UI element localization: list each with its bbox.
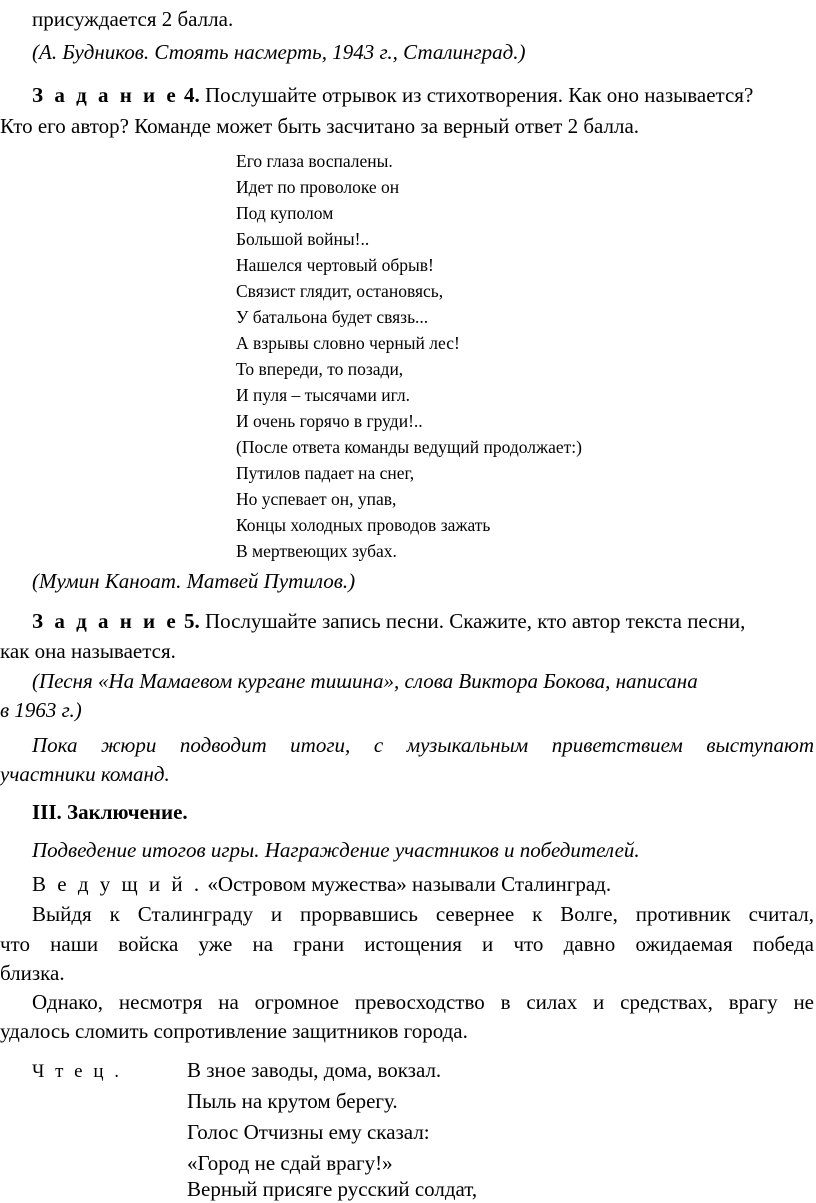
- paragraph-line: Однако, несмотря на огромное превосходство в силах и средствах, врагу не: [32, 990, 814, 1014]
- source-citation: (Мумин Каноат. Матвей Путилов.): [32, 569, 356, 593]
- poem-line: Пыль на крутом берегу.: [187, 1089, 398, 1113]
- poem-line: «Город не сдай врагу!»: [187, 1151, 393, 1175]
- source-citation: (Песня «На Мамаевом кургане тишина», слова Виктора Бокова, написана: [32, 669, 698, 693]
- paragraph-line: удалось сломить сопротивление защитников города.: [0, 1019, 468, 1043]
- paragraph-line: близка.: [0, 961, 65, 985]
- source-citation: (А. Будников. Стоять насмерть, 1943 г., Сталинград.): [32, 40, 526, 64]
- poem-line: Но успевает он, упав,: [236, 489, 397, 509]
- poem-line: Связист глядит, остановясь,: [236, 281, 444, 301]
- poem-line: Идет по проволоке он: [236, 177, 400, 197]
- poem-line: То впереди, то позади,: [236, 359, 404, 379]
- section-title: III. Заключение.: [32, 800, 188, 824]
- poem-line: А взрывы словно черный лес!: [236, 333, 460, 353]
- task-label: З а д а н и е: [32, 609, 179, 633]
- speaker-label: В е д у щ и й .: [32, 872, 203, 896]
- text-line: присуждается 2 балла.: [32, 7, 234, 31]
- poem-line: Верный присяге русский солдат,: [187, 1177, 478, 1201]
- speaker-text: «Островом мужества» называли Сталинград.: [207, 872, 612, 896]
- poem-line: Нашелся чертовый обрыв!: [236, 255, 434, 275]
- poem-line: В зное заводы, дома, вокзал.: [187, 1058, 442, 1082]
- paragraph-line: Выйдя к Сталинграду и прорвавшись севернее к Волге, противник считал,: [32, 902, 814, 926]
- task-5-line-2: как она называется.: [0, 639, 176, 663]
- host-line: [32, 872, 611, 896]
- paragraph-line: что наши войска уже на грани истощения и что давно ожидаемая победа: [0, 932, 814, 956]
- poem-line: Его глаза воспалены.: [236, 151, 393, 171]
- task-text: Послушайте запись песни. Скажите, кто автор текста песни,: [204, 609, 746, 633]
- poem-line: У батальона будет связь...: [236, 307, 429, 327]
- task-text: Послушайте отрывок из стихотворения. Как оно называется?: [204, 83, 754, 107]
- poem-line: И очень горячо в груди!..: [236, 411, 423, 431]
- source-citation-2: в 1963 г.): [0, 698, 82, 722]
- task-label: З а д а н и е: [32, 83, 179, 107]
- task-5-line: [32, 609, 745, 633]
- poem-line: Голос Отчизны ему сказал:: [187, 1120, 430, 1144]
- poem-line: (После ответа команды ведущий продолжает:): [236, 437, 582, 457]
- section-subtitle: Подведение итогов игры. Награждение участников и победителей.: [32, 838, 640, 862]
- poem-line: Путилов падает на снег,: [236, 463, 415, 483]
- jury-note-2: участники команд.: [0, 762, 170, 786]
- poem-line: Под куполом: [236, 203, 334, 223]
- task-number: 5.: [183, 609, 200, 633]
- task-4-line: [32, 83, 753, 107]
- task-number: 4.: [183, 83, 200, 107]
- task-4-line-2: Кто его автор? Команде может быть засчитано за верный ответ 2 балла.: [0, 114, 640, 138]
- poem-line: Большой войны!..: [236, 229, 370, 249]
- jury-note: Пока жюри подводит итоги, с музыкальным приветствием выступают: [32, 733, 814, 757]
- poem-line: В мертвеющих зубах.: [236, 541, 397, 561]
- poem-line: Концы холодных проводов зажать: [236, 515, 491, 535]
- speaker-label: Ч т е ц .: [32, 1061, 123, 1082]
- poem-line: И пуля – тысячами игл.: [236, 385, 411, 405]
